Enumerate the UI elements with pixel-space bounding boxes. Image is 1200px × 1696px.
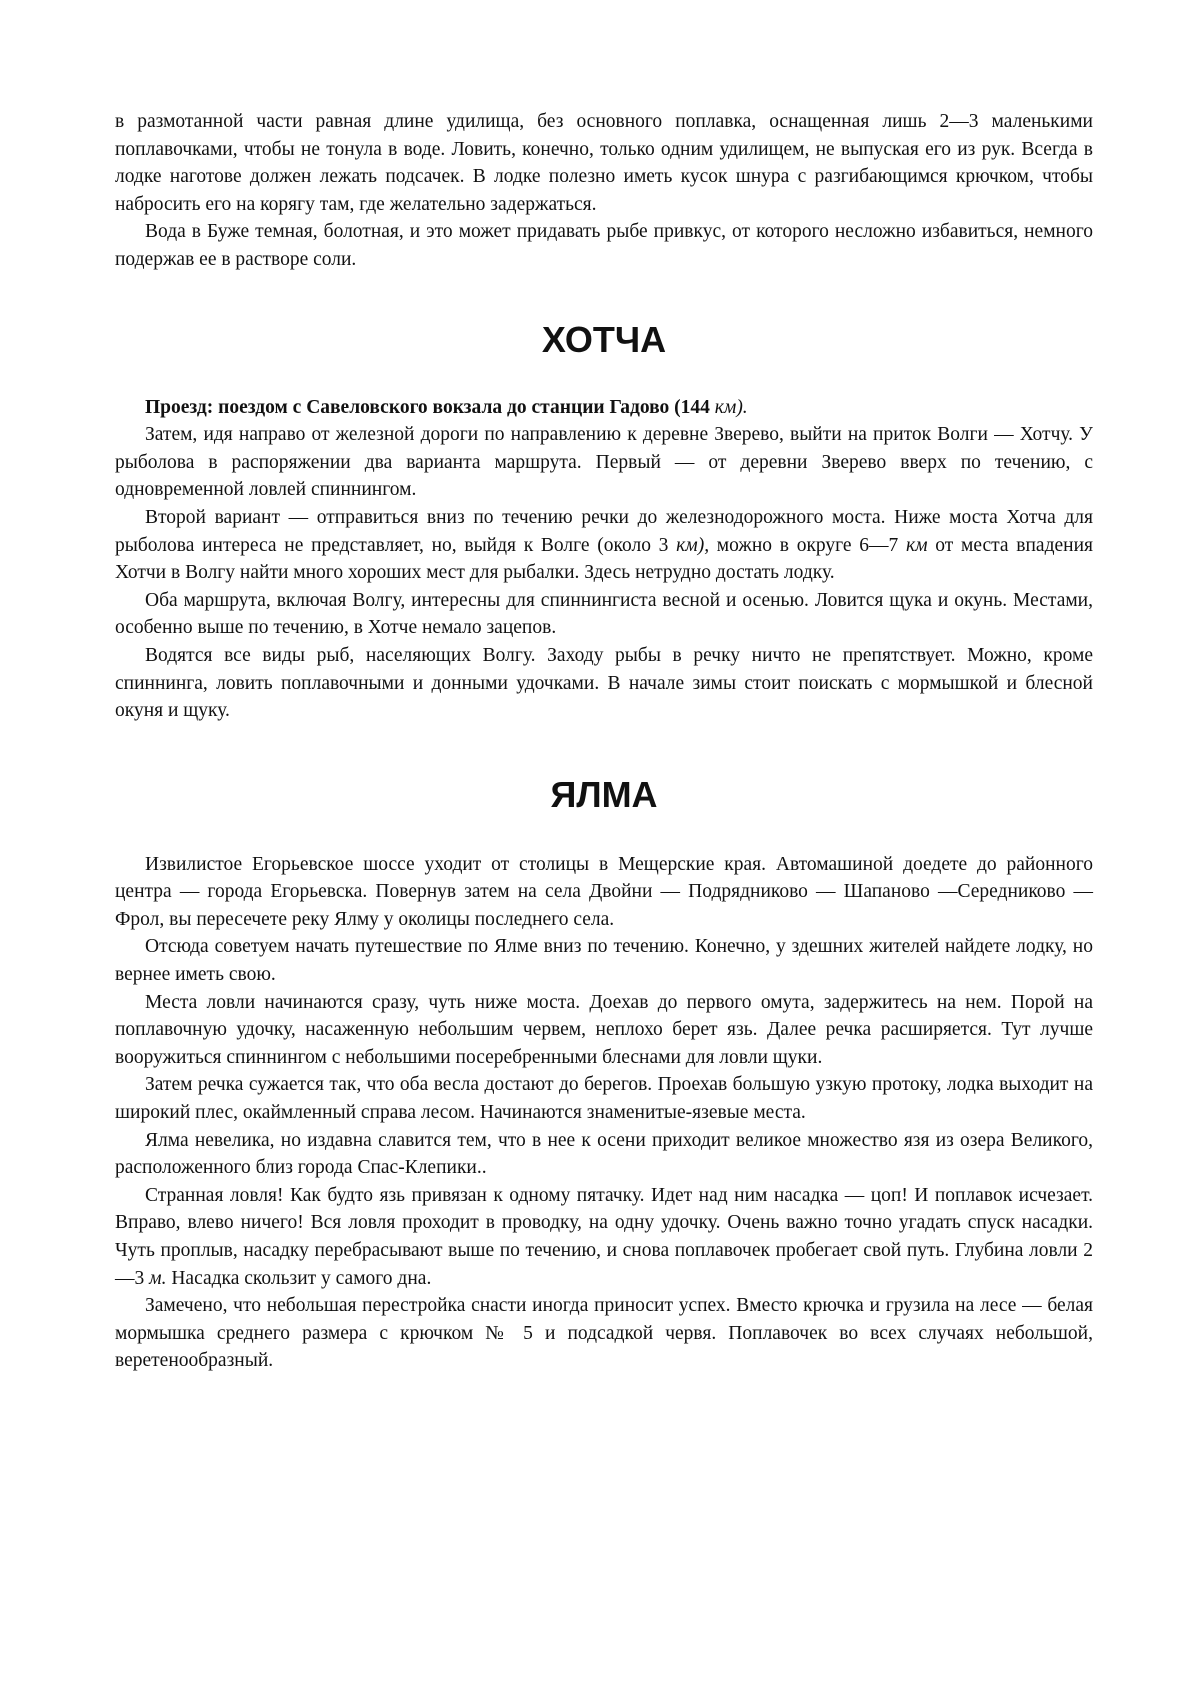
hotcha-route-text: Проезд: поездом с Савеловского вокзала до станции Гадово (144: [145, 396, 715, 418]
hotcha-route-line: [115, 394, 1093, 422]
hotcha-p2-text-c: от места впадения Хотчи в Волгу найти много хороших мест для рыбалки. Здесь нетрудно достать лодку.: [115, 534, 1093, 584]
yalma-paragraph-6: [115, 1182, 1093, 1292]
hotcha-paragraph-1: Затем, идя направо от железной дороги по направлению к деревне Зверево, выйти на приток Волги — Хотчу. У рыболова в распоряжении два варианта маршрута. Первый — от деревни Зверево вверх по течению, с одновременной ловлей спиннингом.: [115, 424, 1093, 501]
hotcha-paragraph-3: Оба маршрута, включая Волгу, интересны для спиннингиста весной и осенью. Ловится щука и окунь. Местами, особенно выше по течению, в Хотче немало зацепов.: [115, 589, 1093, 639]
hotcha-p2-text-a: Второй вариант — отправиться вниз по течению речки до железнодорожного моста. Ниже моста Хотча для рыболова интереса не представляет, но, выйдя к Волге (около 3: [115, 506, 1093, 556]
intro-paragraph-1: в размотанной части равная длине удилища, без основного поплавка, оснащенная лишь 2—3 маленькими поплавочками, чтобы не тонула в воде. Ловить, конечно, только одним удилищем, не выпуская его из рук. Всегда в лодке наготове должен лежать подсачек. В лодке полезно иметь кусок шнура с разгибающимся крючком, чтобы набросить его на корягу там, где желательно задержаться.: [115, 111, 1093, 215]
yalma-paragraph-7: Замечено, что небольшая перестройка снасти иногда приносит успех. Вместо крючка и грузила на лесе — белая мормышка среднего размера с крючком № 5 и подсадкой червя. Поплавочек во всех случаях небольшой, веретенообразный.: [115, 1295, 1093, 1372]
document-page: [115, 108, 1093, 1375]
section-title-yalma: ЯЛМА: [550, 773, 658, 815]
yalma-p6-text-b: Насадка скользит у самого дна.: [166, 1267, 432, 1289]
yalma-p6-text-a: Странная ловля! Как будто язь привязан к одному пятачку. Идет над ним насадка — цоп! И поплавок исчезает. Вправо, влево ничего! Вся ловля проходит в проводку, на одну удочку. Очень важно точно угадать спуск насадки. Чуть проплыв, насадку перебрасывают выше по течению, и снова поплавочек пробегает свой путь. Глубина ловли 2—3: [115, 1184, 1093, 1289]
hotcha-p2-unit-1: км),: [676, 534, 710, 556]
hotcha-p2-unit-2: км: [905, 534, 928, 556]
yalma-paragraph-5: Ялма невелика, но издавна славится тем, что в нее к осени приходит великое множество язя из озера Великого, расположенного близ города Спас-Клепики..: [115, 1129, 1093, 1179]
section-title-hotcha: ХОТЧА: [541, 318, 667, 360]
yalma-p6-unit: м.: [149, 1267, 167, 1289]
hotcha-p2-text-b: можно в округе 6—7: [709, 534, 906, 556]
yalma-paragraph-4: Затем речка сужается так, что оба весла достают до берегов. Проехав большую узкую протоку, лодка выходит на широкий плес, окаймленный справа лесом. Начинаются знаменитые-язевые места.: [115, 1074, 1093, 1124]
yalma-paragraph-1: Извилистое Егорьевское шоссе уходит от столицы в Мещерские края. Автомашиной доедете до районного центра — города Егорьевска. Повернув затем на села Двойни — Подрядниково — Шапаново —Середниково — Фрол, вы пересечете реку Ялму у околицы последнего села.: [115, 853, 1093, 930]
intro-paragraph-2: Вода в Буже темная, болотная, и это может придавать рыбе привкус, от которого несложно избавиться, немного подержав ее в растворе соли.: [115, 221, 1093, 270]
hotcha-paragraph-2: [115, 504, 1093, 587]
yalma-paragraph-2: Отсюда советуем начать путешествие по Ялме вниз по течению. Конечно, у здешних жителей найдете лодку, но вернее иметь свою.: [115, 936, 1093, 986]
yalma-paragraph-3: Места ловли начинаются сразу, чуть ниже моста. Доехав до первого омута, задержитесь на нем. Порой на поплавочную удочку, насаженную небольшим червем, неплохо берет язь. Далее речка расширяется. Тут лучше вооружиться спиннингом с небольшими посеребренными блеснами для ловли щуки.: [115, 991, 1093, 1068]
hotcha-route-unit: км).: [714, 396, 748, 418]
hotcha-paragraph-4: Водятся все виды рыб, населяющих Волгу. Заходу рыбы в речку ничто не препятствует. Можно, кроме спиннинга, ловить поплавочными и донными удочками. В начале зимы стоит поискать с мормышкой и блесной окуня и щуку.: [115, 644, 1093, 722]
